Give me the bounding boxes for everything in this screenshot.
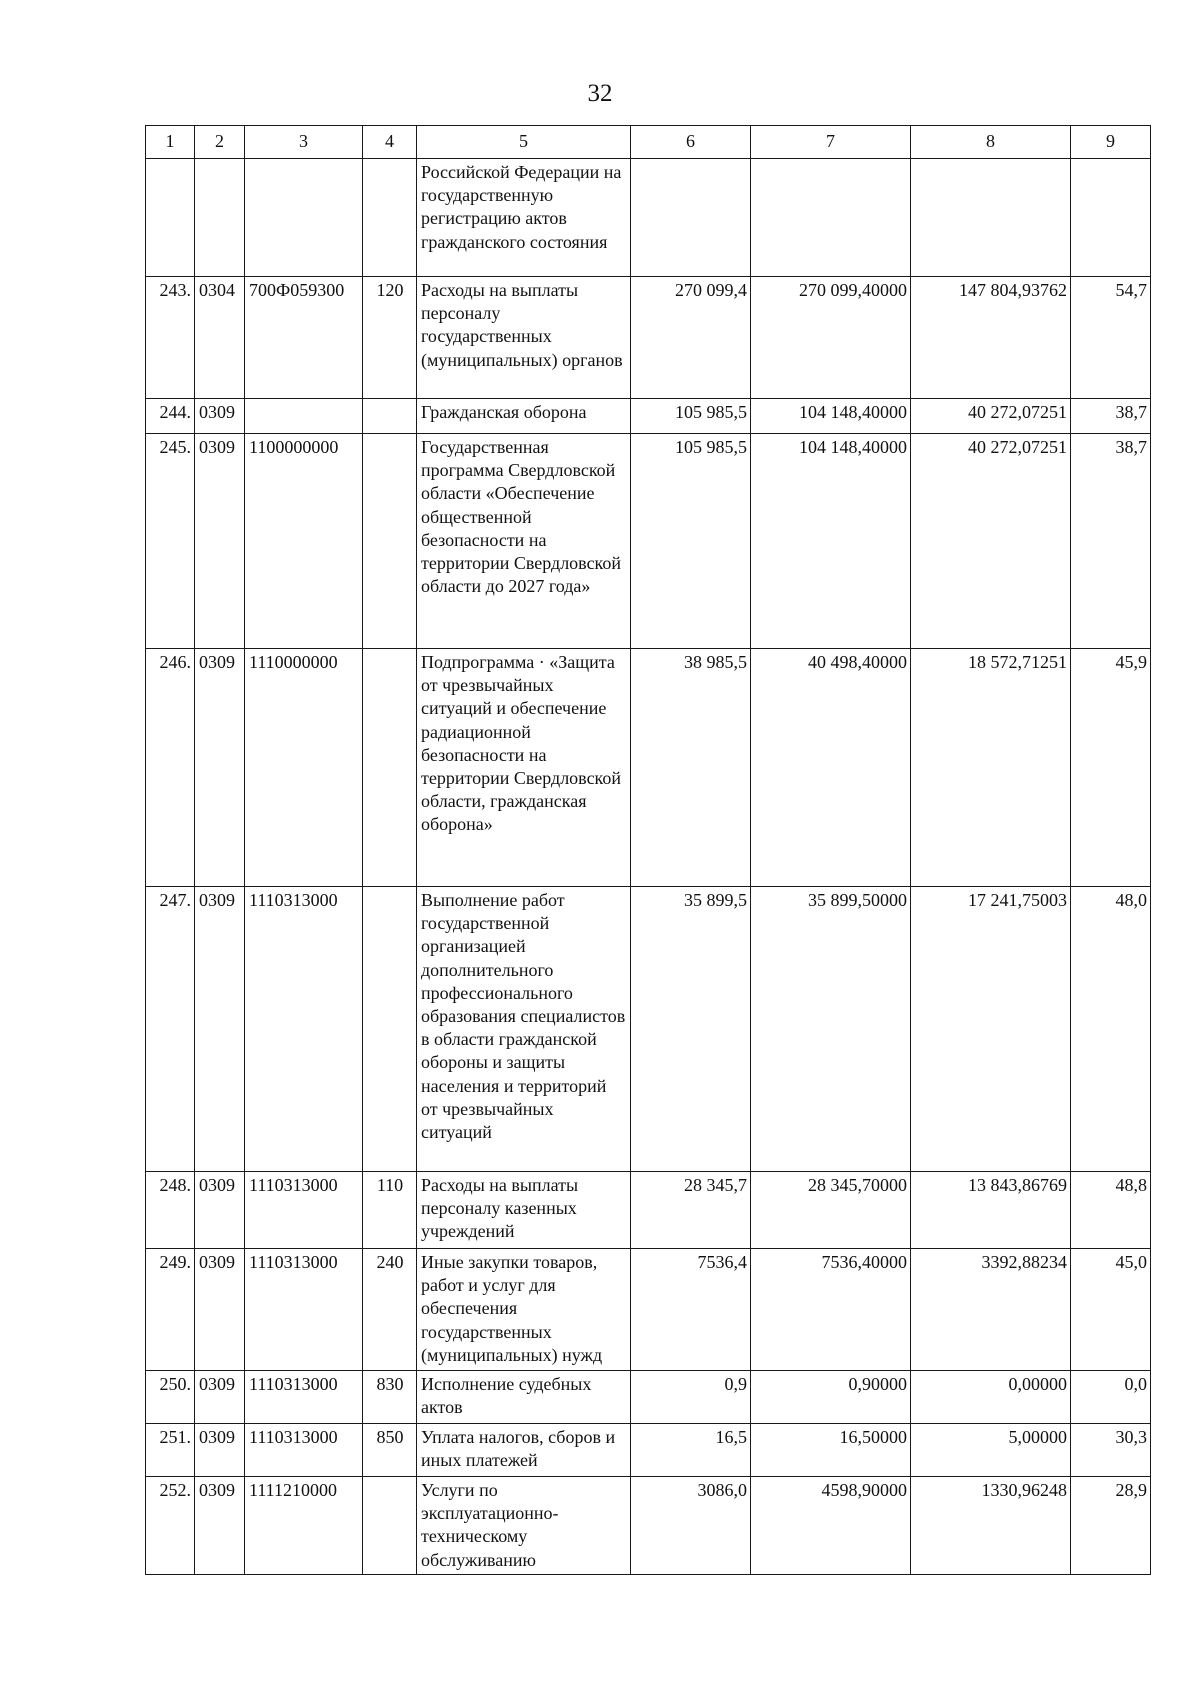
planned-amount: 104 148,40000 bbox=[751, 434, 911, 649]
section-code: 0309 bbox=[195, 1172, 245, 1249]
section-code: 0309 bbox=[195, 1249, 245, 1371]
article-code: 1110313000 bbox=[245, 1249, 363, 1371]
execution-percent: 54,7 bbox=[1071, 277, 1151, 399]
column-header: 8 bbox=[911, 126, 1071, 159]
execution-percent: 48,0 bbox=[1071, 887, 1151, 1172]
executed-amount bbox=[911, 159, 1071, 277]
execution-percent: 45,0 bbox=[1071, 1249, 1151, 1371]
execution-percent: 45,9 bbox=[1071, 649, 1151, 887]
column-header: 6 bbox=[631, 126, 751, 159]
section-code: 0309 bbox=[195, 434, 245, 649]
column-header: 5 bbox=[417, 126, 631, 159]
item-name: Иные закупки товаров, работ и услуг для обеспечения государственных (муниципальных) нужд bbox=[417, 1249, 631, 1371]
article-code: 1111210000 bbox=[245, 1477, 363, 1575]
expense-type-code bbox=[363, 159, 417, 277]
column-header: 4 bbox=[363, 126, 417, 159]
approved-amount: 28 345,7 bbox=[631, 1172, 751, 1249]
execution-percent bbox=[1071, 159, 1151, 277]
executed-amount: 13 843,86769 bbox=[911, 1172, 1071, 1249]
executed-amount: 17 241,75003 bbox=[911, 887, 1071, 1172]
row-number: 246. bbox=[146, 649, 195, 887]
table-row bbox=[146, 434, 1151, 649]
approved-amount: 16,5 bbox=[631, 1424, 751, 1477]
section-code: 0309 bbox=[195, 649, 245, 887]
row-number: 244. bbox=[146, 399, 195, 434]
execution-percent: 48,8 bbox=[1071, 1172, 1151, 1249]
article-code: 700Ф059300 bbox=[245, 277, 363, 399]
approved-amount bbox=[631, 159, 751, 277]
approved-amount: 35 899,5 bbox=[631, 887, 751, 1172]
execution-percent: 38,7 bbox=[1071, 434, 1151, 649]
table-row bbox=[146, 399, 1151, 434]
section-code: 0304 bbox=[195, 277, 245, 399]
expense-type-code: 110 bbox=[363, 1172, 417, 1249]
row-number: 245. bbox=[146, 434, 195, 649]
executed-amount: 147 804,93762 bbox=[911, 277, 1071, 399]
item-name: Гражданская оборона bbox=[417, 399, 631, 434]
section-code: 0309 bbox=[195, 399, 245, 434]
article-code: 1110000000 bbox=[245, 649, 363, 887]
executed-amount: 5,00000 bbox=[911, 1424, 1071, 1477]
planned-amount: 4598,90000 bbox=[751, 1477, 911, 1575]
article-code: 1110313000 bbox=[245, 887, 363, 1172]
row-number: 247. bbox=[146, 887, 195, 1172]
table-row bbox=[146, 649, 1151, 887]
executed-amount: 0,00000 bbox=[911, 1371, 1071, 1424]
column-header: 7 bbox=[751, 126, 911, 159]
executed-amount: 40 272,07251 bbox=[911, 399, 1071, 434]
expense-type-code bbox=[363, 399, 417, 434]
table-row bbox=[146, 1172, 1151, 1249]
column-header: 9 bbox=[1071, 126, 1151, 159]
article-code: 1100000000 bbox=[245, 434, 363, 649]
row-number: 249. bbox=[146, 1249, 195, 1371]
planned-amount bbox=[751, 159, 911, 277]
item-name: Российской Федерации на государственную регистрацию актов гражданского состояния bbox=[417, 159, 631, 277]
approved-amount: 7536,4 bbox=[631, 1249, 751, 1371]
item-name: Услуги по эксплуатационно-техническому обслуживанию bbox=[417, 1477, 631, 1575]
column-header: 2 bbox=[195, 126, 245, 159]
row-number bbox=[146, 159, 195, 277]
approved-amount: 270 099,4 bbox=[631, 277, 751, 399]
planned-amount: 104 148,40000 bbox=[751, 399, 911, 434]
planned-amount: 40 498,40000 bbox=[751, 649, 911, 887]
page-number: 32 bbox=[587, 80, 613, 107]
row-number: 252. bbox=[146, 1477, 195, 1575]
planned-amount: 28 345,70000 bbox=[751, 1172, 911, 1249]
table-row bbox=[146, 1477, 1151, 1575]
section-code: 0309 bbox=[195, 1477, 245, 1575]
item-name: Подпрограмма · «Защита от чрезвычайных ситуаций и обеспечение радиационной безопасности на территории Свердловской области, гражданская оборона» bbox=[417, 649, 631, 887]
item-name: Расходы на выплаты персоналу государственных (муниципальных) органов bbox=[417, 277, 631, 399]
item-name: Исполнение судебных актов bbox=[417, 1371, 631, 1424]
row-number: 248. bbox=[146, 1172, 195, 1249]
section-code bbox=[195, 159, 245, 277]
execution-percent: 28,9 bbox=[1071, 1477, 1151, 1575]
column-header: 3 bbox=[245, 126, 363, 159]
item-name: Выполнение работ государственной организацией дополнительного профессионального образования специалистов в области гражданской обороны и защиты населения и территорий от чрезвычайных ситуаций bbox=[417, 887, 631, 1172]
section-code: 0309 bbox=[195, 1371, 245, 1424]
row-number: 243. bbox=[146, 277, 195, 399]
planned-amount: 0,90000 bbox=[751, 1371, 911, 1424]
executed-amount: 40 272,07251 bbox=[911, 434, 1071, 649]
row-number: 250. bbox=[146, 1371, 195, 1424]
table-row bbox=[146, 159, 1151, 277]
executed-amount: 1330,96248 bbox=[911, 1477, 1071, 1575]
table-row bbox=[146, 887, 1151, 1172]
table-row bbox=[146, 1371, 1151, 1424]
item-name: Государственная программа Свердловской области «Обеспечение общественной безопасности на территории Свердловской области до 2027 года» bbox=[417, 434, 631, 649]
approved-amount: 105 985,5 bbox=[631, 434, 751, 649]
planned-amount: 16,50000 bbox=[751, 1424, 911, 1477]
section-code: 0309 bbox=[195, 887, 245, 1172]
table-row bbox=[146, 1424, 1151, 1477]
approved-amount: 38 985,5 bbox=[631, 649, 751, 887]
article-code bbox=[245, 159, 363, 277]
article-code: 1110313000 bbox=[245, 1172, 363, 1249]
approved-amount: 3086,0 bbox=[631, 1477, 751, 1575]
article-code: 1110313000 bbox=[245, 1424, 363, 1477]
executed-amount: 3392,88234 bbox=[911, 1249, 1071, 1371]
header-row bbox=[146, 126, 1151, 159]
table-row bbox=[146, 1249, 1151, 1371]
expense-type-code: 120 bbox=[363, 277, 417, 399]
expense-type-code: 240 bbox=[363, 1249, 417, 1371]
execution-percent: 0,0 bbox=[1071, 1371, 1151, 1424]
article-code bbox=[245, 399, 363, 434]
planned-amount: 7536,40000 bbox=[751, 1249, 911, 1371]
expense-type-code bbox=[363, 1477, 417, 1575]
expense-type-code bbox=[363, 887, 417, 1172]
expense-type-code: 830 bbox=[363, 1371, 417, 1424]
article-code: 1110313000 bbox=[245, 1371, 363, 1424]
item-name: Уплата налогов, сборов и иных платежей bbox=[417, 1424, 631, 1477]
planned-amount: 35 899,50000 bbox=[751, 887, 911, 1172]
expense-type-code bbox=[363, 434, 417, 649]
budget-table bbox=[145, 125, 1151, 1575]
execution-percent: 38,7 bbox=[1071, 399, 1151, 434]
execution-percent: 30,3 bbox=[1071, 1424, 1151, 1477]
approved-amount: 0,9 bbox=[631, 1371, 751, 1424]
row-number: 251. bbox=[146, 1424, 195, 1477]
item-name: Расходы на выплаты персоналу казенных учреждений bbox=[417, 1172, 631, 1249]
expense-type-code bbox=[363, 649, 417, 887]
executed-amount: 18 572,71251 bbox=[911, 649, 1071, 887]
approved-amount: 105 985,5 bbox=[631, 399, 751, 434]
expense-type-code: 850 bbox=[363, 1424, 417, 1477]
column-header: 1 bbox=[146, 126, 195, 159]
table-row bbox=[146, 277, 1151, 399]
planned-amount: 270 099,40000 bbox=[751, 277, 911, 399]
section-code: 0309 bbox=[195, 1424, 245, 1477]
